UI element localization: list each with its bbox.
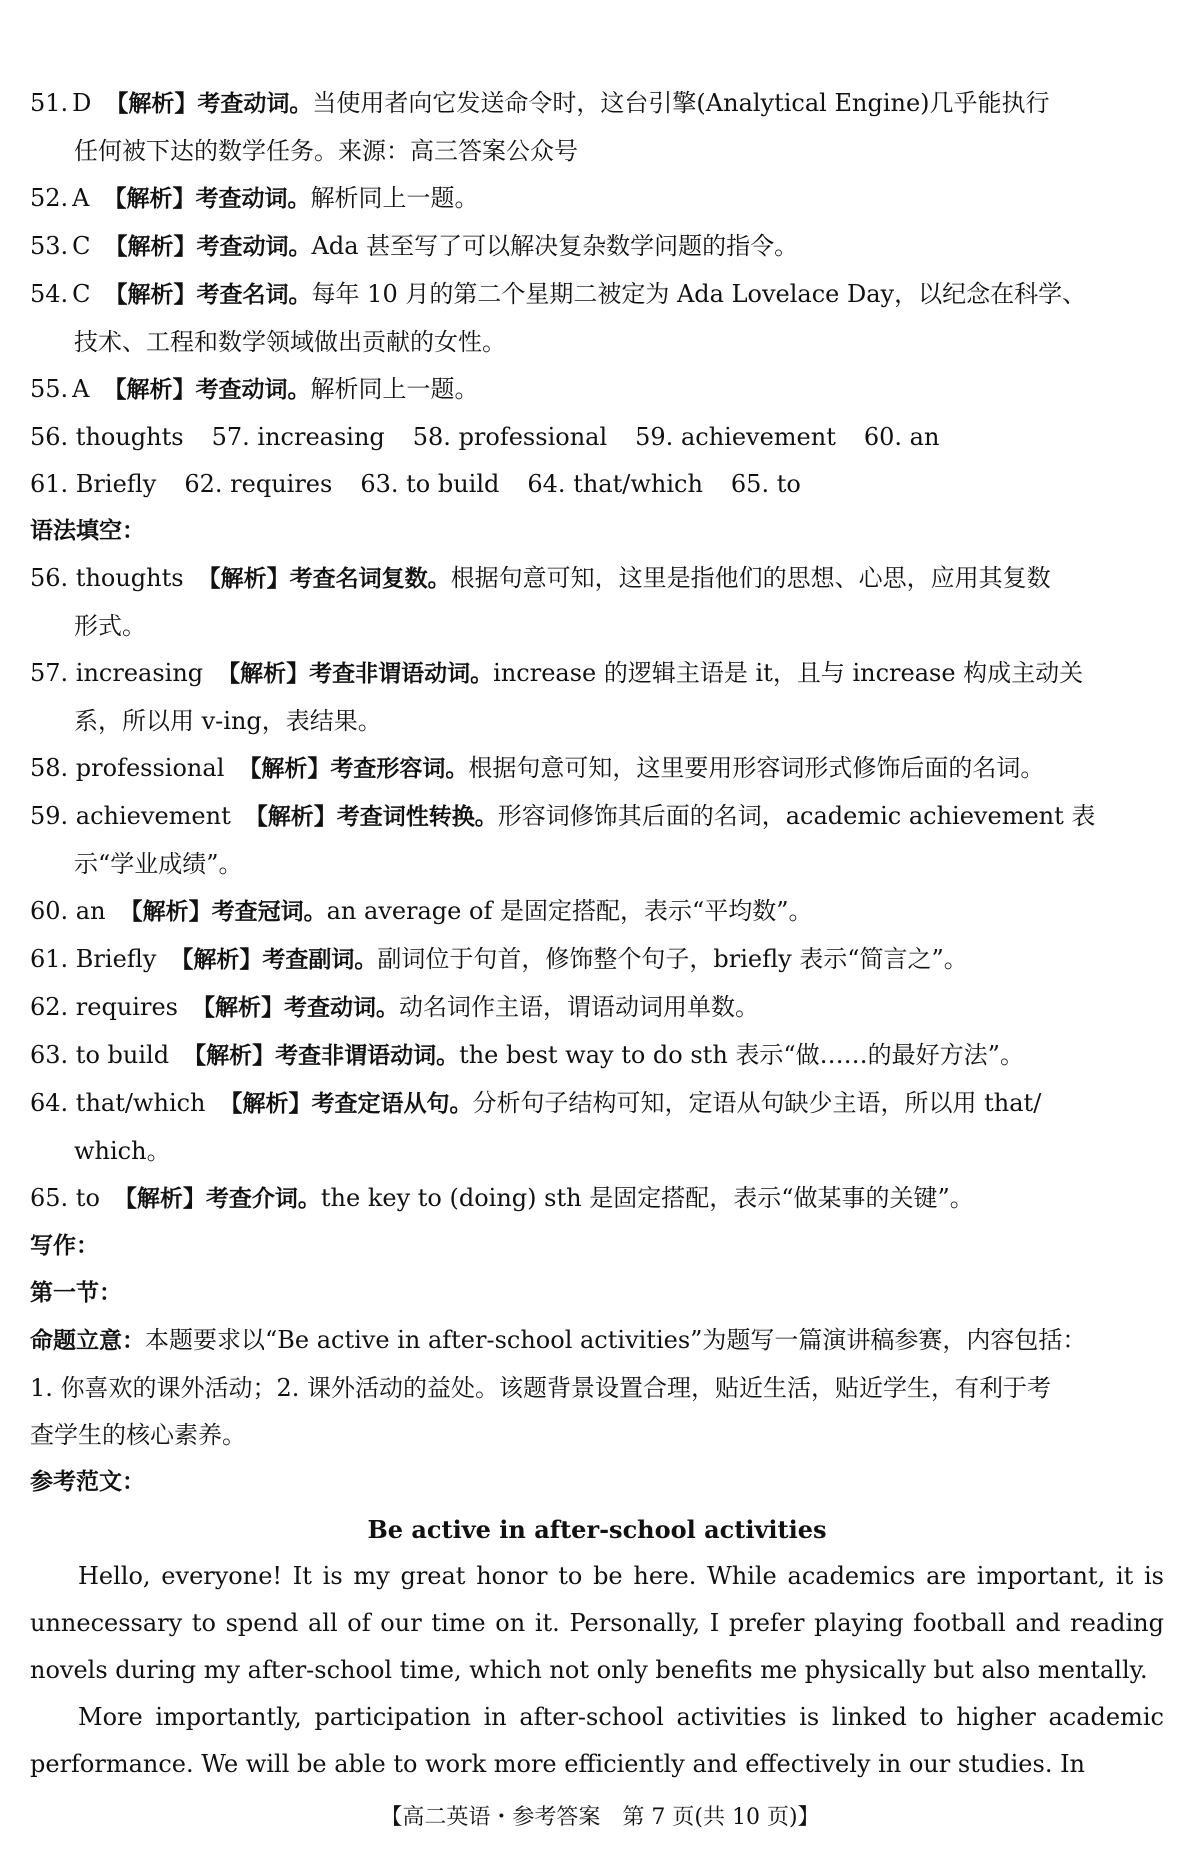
list-item: 58. professional xyxy=(412,423,608,451)
answer-52 xyxy=(30,175,1164,223)
grammar-answer-57-continued: 系，所以用 v-ing，表结果。 xyxy=(74,707,382,735)
answer-word: 56. thoughts xyxy=(30,564,184,592)
answer-51 xyxy=(30,80,1164,128)
answer-letter: C xyxy=(72,280,91,308)
grammar-answer-59 xyxy=(30,793,1164,841)
analysis-tag: 【解析】考查动词。 xyxy=(191,995,399,1021)
answer-51-continued: 任何被下达的数学任务。来源：高三答案公众号 xyxy=(74,137,578,165)
answer-word: 58. professional xyxy=(30,754,225,782)
answer-row-56-60 xyxy=(30,414,1164,461)
writing-heading: 写作： xyxy=(30,1233,99,1259)
grammar-answer-57 xyxy=(30,650,1164,698)
answer-53 xyxy=(30,223,1164,271)
analysis-tag: 【解析】考查冠词。 xyxy=(119,899,327,925)
analysis-tag: 【解析】考查非谓语动词。 xyxy=(217,661,494,687)
answer-54-continued: 技术、工程和数学领域做出贡献的女性。 xyxy=(74,328,506,356)
grammar-answer-65 xyxy=(30,1175,1164,1223)
analysis-text: the best way to do sth 表示“做……的最好方法”。 xyxy=(459,1041,1024,1069)
grammar-answer-62 xyxy=(30,984,1164,1032)
analysis-text: 分析句子结构可知，定语从句缺少主语，所以用 that/ xyxy=(472,1089,1042,1117)
analysis-text: 每年 10 月的第二个星期二被定为 Ada Lovelace Day，以纪念在科学、 xyxy=(311,280,1087,308)
answer-word: 59. achievement xyxy=(30,802,231,830)
list-item: 61. Briefly xyxy=(30,470,157,498)
grammar-answer-63 xyxy=(30,1032,1164,1080)
question-number: 54. xyxy=(30,280,69,308)
answer-55 xyxy=(30,366,1164,414)
grammar-answer-58 xyxy=(30,745,1164,793)
analysis-text: 当使用者向它发送命令时，这台引擎(Analytical Engine)几乎能执行 xyxy=(312,89,1050,117)
grammar-answer-61 xyxy=(30,936,1164,984)
intent-line-2: 1. 你喜欢的课外活动；2. 课外活动的益处。该题背景设置合理，贴近生活，贴近学生，有利于考 xyxy=(30,1374,1052,1402)
analysis-text: Ada 甚至写了可以解决复杂数学问题的指令。 xyxy=(311,232,799,260)
essay-paragraph-1: Hello, everyone! It is my great honor to be here. While academics are important, it is unnecessary to spend all of our time on it. Personally, I prefer playing football and reading novels during my after-school time, which not only benefits me physically but also mentally. xyxy=(30,1562,1164,1684)
answer-word: 60. an xyxy=(30,897,106,925)
answer-letter: D xyxy=(72,89,92,117)
list-item: 64. that/which xyxy=(527,470,703,498)
sample-heading: 参考范文： xyxy=(30,1469,145,1495)
analysis-tag: 【解析】考查非谓语动词。 xyxy=(183,1043,460,1069)
list-item: 60. an xyxy=(863,423,940,451)
grammar-heading: 语法填空： xyxy=(30,518,145,544)
answer-word: 64. that/which xyxy=(30,1089,206,1117)
answer-letter: C xyxy=(72,232,91,260)
analysis-tag: 【解析】考查名词。 xyxy=(104,282,312,308)
analysis-tag: 【解析】考查动词。 xyxy=(104,234,312,260)
analysis-text: the key to (doing) sth 是固定搭配，表示“做某事的关键”。 xyxy=(320,1184,974,1212)
analysis-text: an average of 是固定搭配，表示“平均数”。 xyxy=(326,897,813,925)
grammar-answer-59-continued: 示“学业成绩”。 xyxy=(74,850,243,878)
analysis-text: increase 的逻辑主语是 it，且与 increase 构成主动关 xyxy=(493,659,1084,687)
question-number: 53. xyxy=(30,232,69,260)
grammar-answer-56 xyxy=(30,555,1164,603)
answer-content xyxy=(30,80,1164,1788)
answer-54 xyxy=(30,271,1164,319)
analysis-tag: 【解析】考查介词。 xyxy=(113,1186,321,1212)
intent-line-3: 查学生的核心素养。 xyxy=(30,1421,246,1449)
analysis-text: 形容词修饰其后面的名词，academic achievement 表 xyxy=(497,802,1096,830)
question-number: 52. xyxy=(30,184,69,212)
analysis-tag: 【解析】考查形容词。 xyxy=(238,756,469,782)
question-number: 51. xyxy=(30,89,69,117)
analysis-tag: 【解析】考查副词。 xyxy=(170,947,378,973)
analysis-text: 解析同上一题。 xyxy=(310,184,479,212)
intent-text: 本题要求以“Be active in after-school activities”为题写一篇演讲稿参赛，内容包括： xyxy=(145,1326,1087,1354)
answer-word: 62. requires xyxy=(30,993,178,1021)
grammar-answer-64-continued: which。 xyxy=(74,1137,171,1165)
analysis-tag: 【解析】考查名词复数。 xyxy=(197,566,451,592)
grammar-answer-56-continued: 形式。 xyxy=(74,612,146,640)
list-item: 63. to build xyxy=(360,470,500,498)
analysis-text: 根据句意可知，这里是指他们的思想、心思，应用其复数 xyxy=(450,564,1051,592)
analysis-text: 解析同上一题。 xyxy=(310,375,479,403)
analysis-tag: 【解析】考查动词。 xyxy=(103,377,311,403)
answer-word: 57. increasing xyxy=(30,659,204,687)
grammar-answer-64 xyxy=(30,1080,1164,1128)
answer-word: 61. Briefly xyxy=(30,945,157,973)
essay-paragraph-2: More importantly, participation in after-school activities is linked to higher academic performance. We will be able to work more efficiently and effectively in our studies. In xyxy=(30,1703,1164,1778)
analysis-tag: 【解析】考查动词。 xyxy=(103,186,311,212)
list-item: 59. achievement xyxy=(635,423,836,451)
analysis-text: 动名词作主语，谓语动词用单数。 xyxy=(398,993,759,1021)
answer-word: 63. to build xyxy=(30,1041,170,1069)
grammar-answer-60 xyxy=(30,888,1164,936)
intent-line-1 xyxy=(30,1317,1164,1365)
analysis-text: 副词位于句首，修饰整个句子，briefly 表示“简言之”。 xyxy=(377,945,968,973)
analysis-text: 根据句意可知，这里要用形容词形式修饰后面的名词。 xyxy=(468,754,1045,782)
analysis-tag: 【解析】考查动词。 xyxy=(105,91,313,117)
list-item: 56. thoughts xyxy=(30,423,184,451)
answer-letter: A xyxy=(72,184,90,212)
question-number: 55. xyxy=(30,375,69,403)
analysis-tag: 【解析】考查词性转换。 xyxy=(244,804,498,830)
page-footer: 【高二英语・参考答案 第 7 页(共 10 页)】 xyxy=(380,1805,820,1830)
intent-label: 命题立意： xyxy=(30,1328,145,1354)
answer-word: 65. to xyxy=(30,1184,100,1212)
list-item: 62. requires xyxy=(184,470,333,498)
answer-row-61-65 xyxy=(30,461,1164,508)
list-item: 65. to xyxy=(730,470,801,498)
section-heading: 第一节： xyxy=(30,1280,122,1306)
analysis-tag: 【解析】考查定语从句。 xyxy=(219,1091,473,1117)
answer-letter: A xyxy=(72,375,90,403)
list-item: 57. increasing xyxy=(211,423,385,451)
essay-title: Be active in after-school activities xyxy=(367,1515,827,1544)
